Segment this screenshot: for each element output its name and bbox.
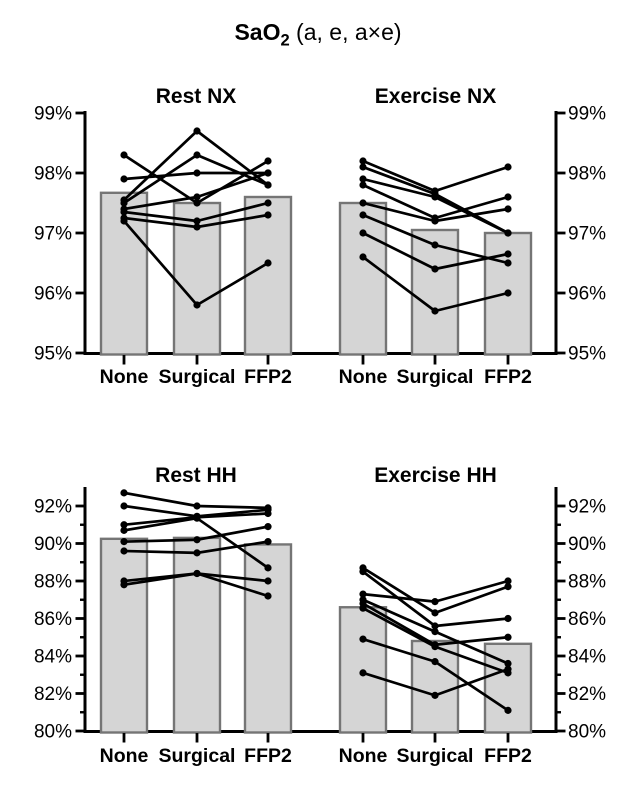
- panel-title: Rest HH: [155, 464, 237, 487]
- category-label-none: None: [99, 745, 149, 767]
- mean-bar-none: [340, 203, 386, 355]
- panel-rest-nx: [100, 85, 292, 388]
- category-axis-labels: [100, 355, 292, 388]
- subject-point: [120, 217, 127, 224]
- subject-point: [264, 181, 271, 188]
- title-measure: SaO$_2$: [234, 19, 290, 50]
- category-label-surgical: Surgical: [396, 745, 474, 767]
- subject-point: [193, 502, 200, 509]
- right-y-tick-label: 97%: [568, 223, 607, 245]
- category-label-ffp2: FFP2: [244, 745, 292, 767]
- subject-point: [504, 634, 511, 641]
- subject-point: [193, 570, 200, 577]
- subject-point: [431, 598, 438, 605]
- right-y-tick-label: 90%: [568, 534, 607, 555]
- subject-point: [120, 581, 127, 588]
- left-y-tick-label: 90%: [33, 534, 72, 555]
- subject-point: [431, 658, 438, 665]
- category-axis-labels: [339, 733, 532, 767]
- right-y-tick-label: 96%: [568, 283, 607, 305]
- subject-point: [193, 151, 200, 158]
- subject-point: [193, 127, 200, 134]
- subject-point: [193, 536, 200, 543]
- category-label-none: None: [99, 366, 149, 388]
- subject-point: [431, 609, 438, 616]
- subject-point: [359, 163, 366, 170]
- mean-bars: [340, 203, 531, 355]
- bottom-row-chart: [34, 464, 606, 767]
- subject-point: [431, 193, 438, 200]
- left-y-tick-label: 86%: [33, 609, 72, 630]
- subject-point: [504, 229, 511, 236]
- right-y-tick-label: 99%: [568, 103, 607, 125]
- subject-point: [359, 605, 366, 612]
- subject-point: [120, 489, 127, 496]
- subject-point: [264, 564, 271, 571]
- category-label-surgical: Surgical: [396, 366, 474, 388]
- subject-point: [504, 163, 511, 170]
- subject-point: [431, 643, 438, 650]
- subject-point: [264, 169, 271, 176]
- subject-point: [120, 547, 127, 554]
- category-axis-labels: [339, 355, 532, 388]
- mean-bar-ffp2: [245, 544, 291, 732]
- mean-bars: [101, 538, 291, 733]
- subject-point: [431, 217, 438, 224]
- subject-point: [193, 515, 200, 522]
- panel-title: Exercise HH: [374, 464, 497, 487]
- category-axis-labels: [100, 733, 292, 767]
- category-label-surgical: Surgical: [158, 745, 236, 767]
- left-y-tick-label: 92%: [33, 496, 72, 518]
- subject-point: [359, 211, 366, 218]
- mean-bar-surgical: [174, 538, 220, 733]
- subject-point: [359, 199, 366, 206]
- subject-point: [264, 211, 271, 218]
- left-y-tick-label: 95%: [33, 343, 72, 365]
- category-label-none: None: [338, 745, 388, 767]
- subject-point: [264, 157, 271, 164]
- panel-exercise-hh: [339, 464, 532, 767]
- subject-point: [120, 502, 127, 509]
- subject-point: [359, 181, 366, 188]
- left-y-tick-label: 99%: [33, 103, 72, 125]
- category-label-ffp2: FFP2: [244, 366, 292, 388]
- subject-point: [431, 692, 438, 699]
- left-y-tick-label: 97%: [33, 223, 72, 245]
- right-y-tick-label: 86%: [568, 609, 607, 630]
- subject-point: [504, 193, 511, 200]
- subject-point: [264, 523, 271, 530]
- subject-point: [264, 199, 271, 206]
- right-y-tick-label: 82%: [568, 684, 607, 705]
- subject-point: [504, 666, 511, 673]
- left-y-tick-label: 96%: [33, 283, 72, 305]
- left-y-tick-label: 80%: [33, 721, 72, 743]
- subject-point: [193, 549, 200, 556]
- subject-point: [504, 707, 511, 714]
- subject-point: [504, 259, 511, 266]
- mean-bar-surgical: [412, 641, 458, 733]
- subject-point: [120, 538, 127, 545]
- subject-point: [359, 568, 366, 575]
- left-y-tick-label: 98%: [33, 163, 72, 185]
- title-annotation: (a, e, a×e): [289, 19, 402, 45]
- subject-point: [264, 510, 271, 517]
- right-y-tick-label: 88%: [568, 571, 607, 593]
- subject-point: [431, 628, 438, 635]
- subject-point: [120, 527, 127, 534]
- subject-point: [264, 577, 271, 584]
- right-y-tick-label: 92%: [568, 496, 607, 518]
- subject-point: [264, 538, 271, 545]
- subject-point: [504, 250, 511, 257]
- subject-point: [120, 151, 127, 158]
- subject-point: [359, 229, 366, 236]
- subject-point: [431, 241, 438, 248]
- right-y-tick-label: 98%: [568, 163, 607, 185]
- title-subscript: 2: [280, 30, 290, 50]
- subject-point: [431, 307, 438, 314]
- category-label-surgical: Surgical: [158, 366, 236, 388]
- panel-rest-hh: [100, 464, 292, 767]
- subject-point: [359, 253, 366, 260]
- subject-point: [504, 205, 511, 212]
- subject-point: [264, 259, 271, 266]
- subject-point: [359, 636, 366, 643]
- left-y-tick-label: 82%: [33, 684, 72, 705]
- subject-point: [193, 223, 200, 230]
- mean-bar-none: [101, 539, 147, 733]
- subject-point: [193, 193, 200, 200]
- subject-point: [504, 615, 511, 622]
- category-label-ffp2: FFP2: [484, 745, 532, 767]
- subject-point: [193, 169, 200, 176]
- subject-point: [264, 592, 271, 599]
- right-y-tick-label: 80%: [568, 721, 607, 743]
- subject-point: [504, 577, 511, 584]
- top-row-chart: [34, 85, 606, 388]
- subject-point: [120, 175, 127, 182]
- left-y-tick-label: 84%: [33, 646, 72, 668]
- mean-bar-ffp2: [245, 197, 291, 355]
- category-label-none: None: [338, 366, 388, 388]
- left-y-tick-label: 88%: [33, 571, 72, 593]
- subject-point: [193, 301, 200, 308]
- right-y-tick-label: 84%: [568, 646, 607, 668]
- right-y-tick-label: 95%: [568, 343, 607, 365]
- subject-point: [431, 265, 438, 272]
- subject-point: [504, 289, 511, 296]
- category-label-ffp2: FFP2: [484, 366, 532, 388]
- panel-title: Rest NX: [155, 85, 237, 108]
- panel-title: Exercise NX: [374, 85, 497, 108]
- panel-exercise-nx: [339, 85, 532, 388]
- subject-point: [359, 669, 366, 676]
